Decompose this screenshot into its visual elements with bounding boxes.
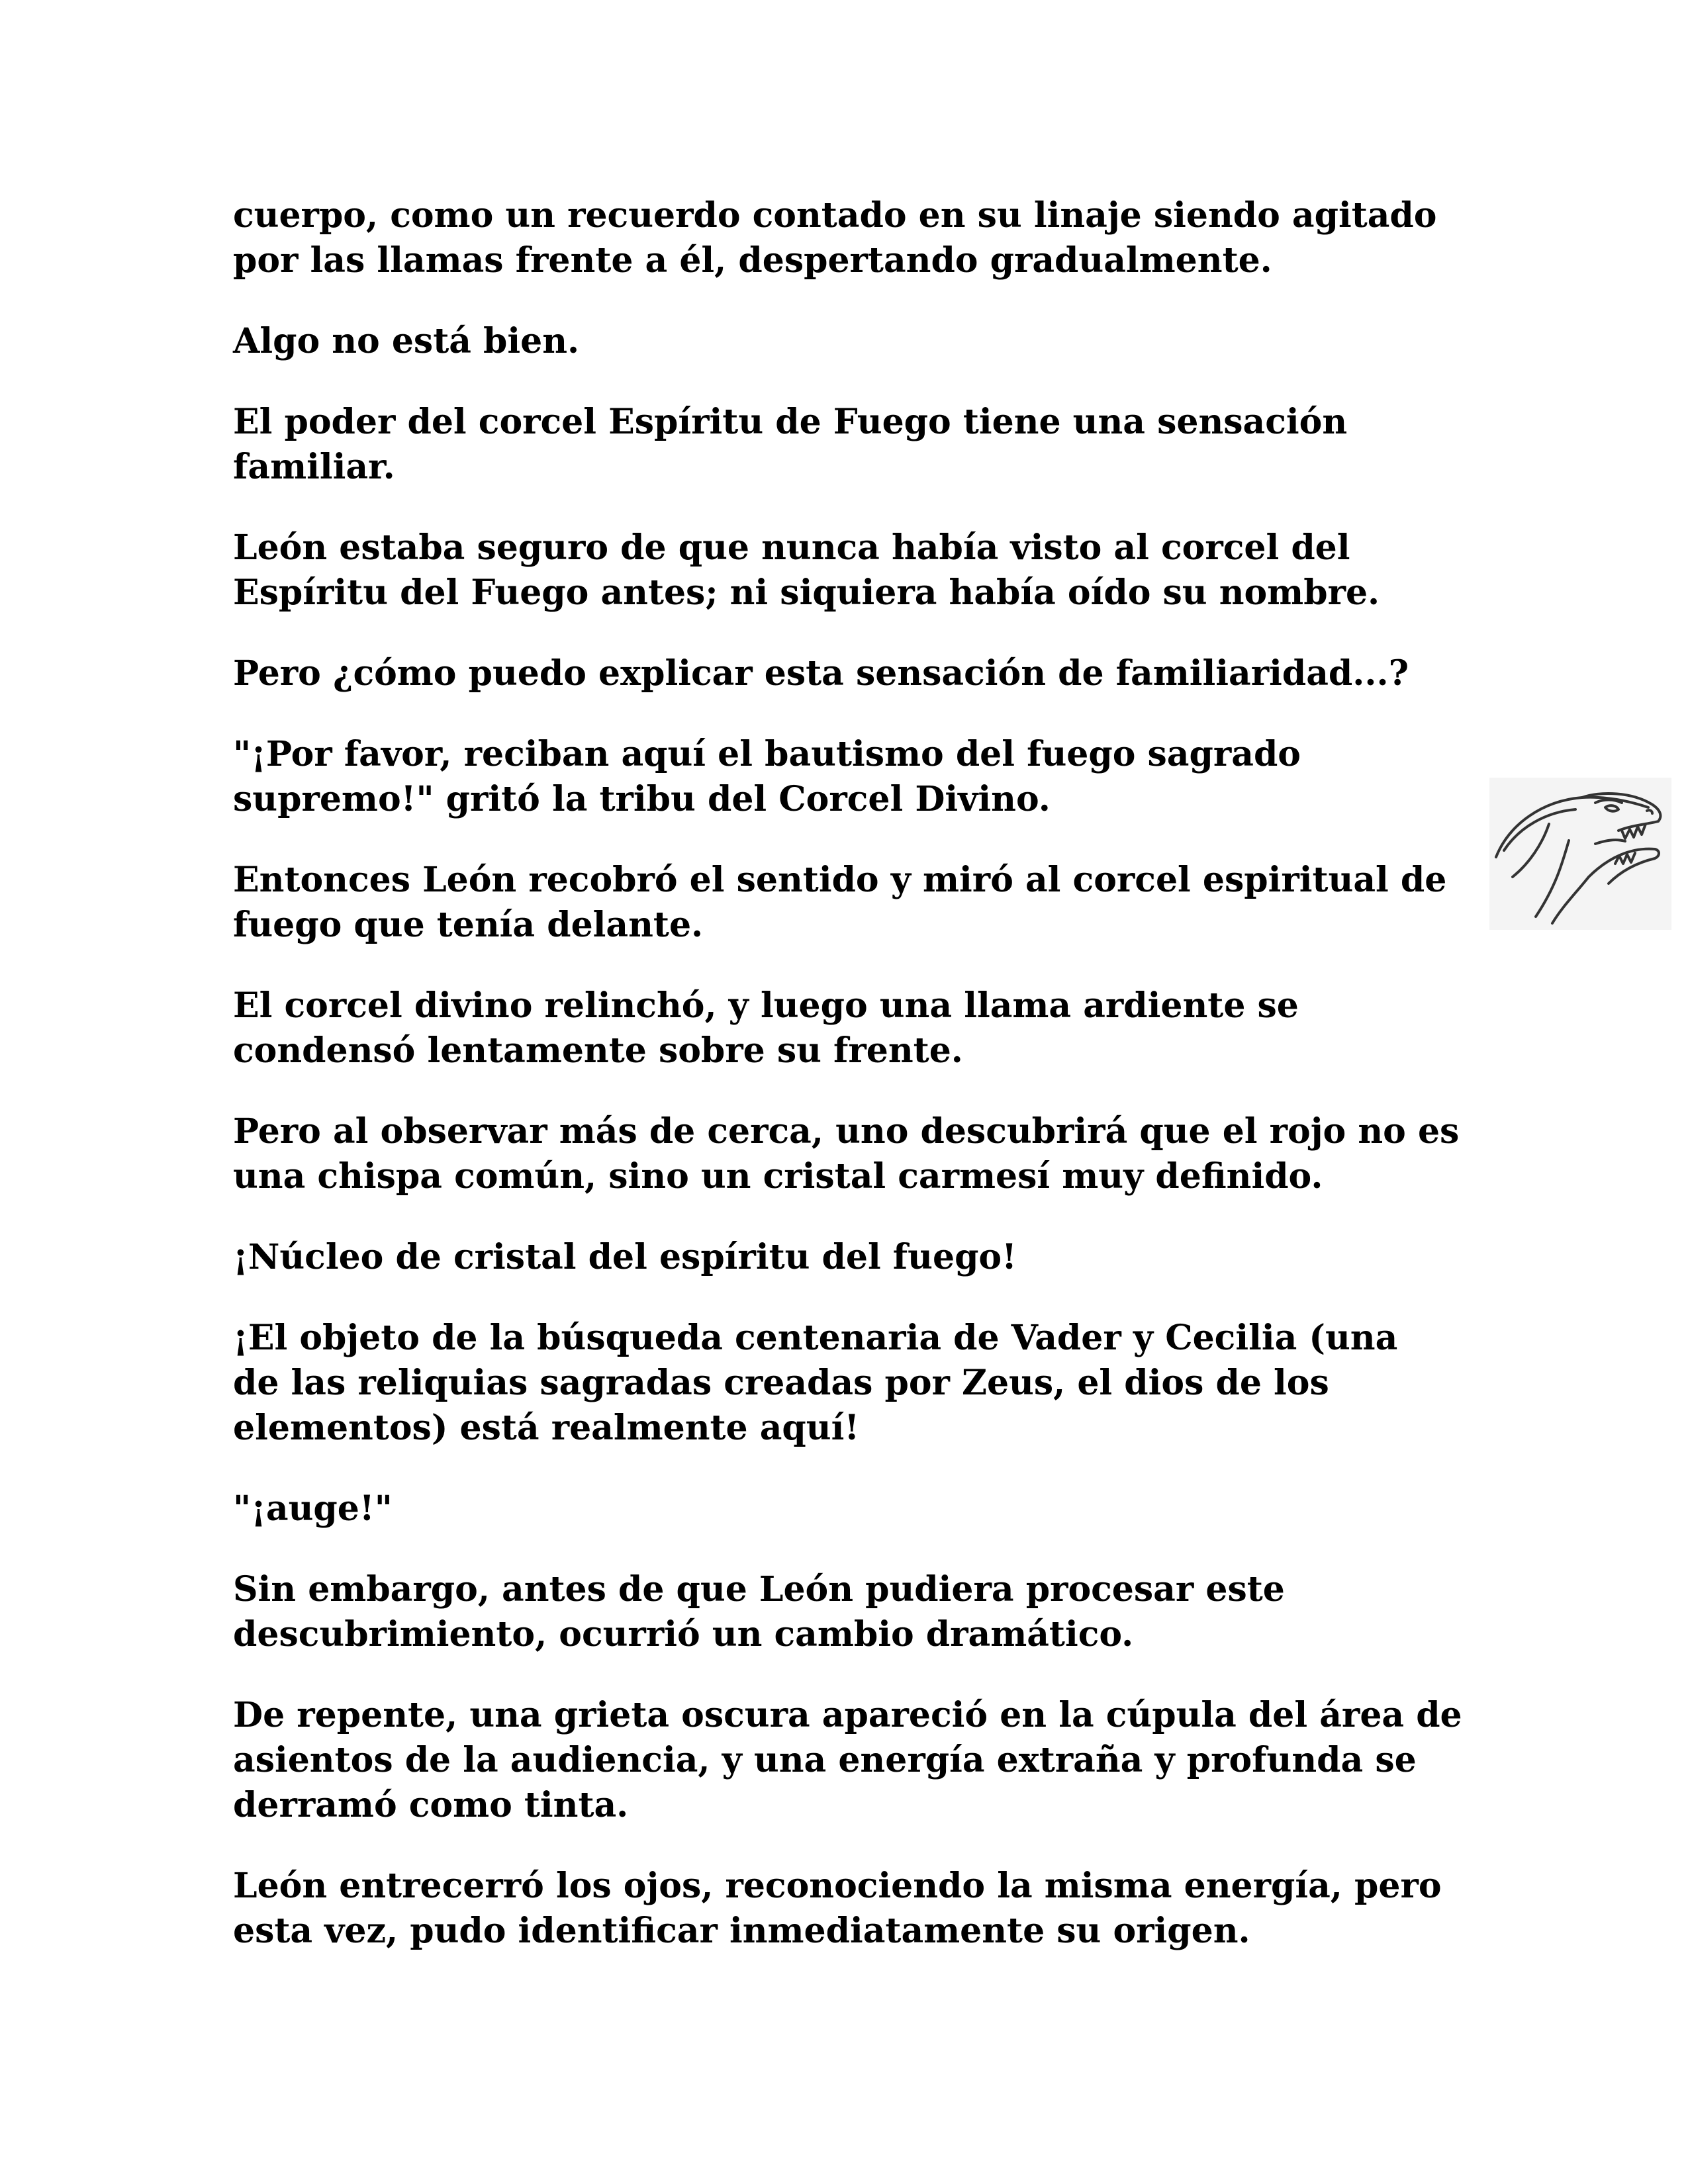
paragraph-12: "¡auge!": [233, 1488, 393, 1529]
paragraph-3: El poder del corcel Espíritu de Fuego tiene una sensación familiar.: [233, 402, 1348, 487]
paragraph-7: Entonces León recobró el sentido y miró al corcel espiritual de fuego que tenía delante.: [233, 860, 1447, 945]
paragraph-2: Algo no está bien.: [233, 321, 580, 361]
paragraph-5: Pero ¿cómo puedo explicar esta sensación de familiaridad...?: [233, 653, 1409, 694]
paragraph-13: Sin embargo, antes de que León pudiera procesar este descubrimiento, ocurrió un cambio dramático.: [233, 1569, 1285, 1655]
document-body: [233, 193, 1477, 1989]
paragraph-15: León entrecerró los ojos, reconociendo la misma energía, pero esta vez, pudo identificar inmediatamente su origen.: [233, 1866, 1442, 1951]
paragraph-9: Pero al observar más de cerca, uno descubrirá que el rojo no es una chispa común, sino un cristal carmesí muy definido.: [233, 1111, 1460, 1197]
paragraph-14: De repente, una grieta oscura apareció en la cúpula del área de asientos de la audiencia, y una energía extraña y profunda se derramó como tinta.: [233, 1695, 1462, 1825]
paragraph-10: ¡Núcleo de cristal del espíritu del fuego!: [233, 1237, 1017, 1277]
paragraph-11: ¡El objeto de la búsqueda centenaria de Vader y Cecilia (una de las reliquias sagradas creadas por Zeus, el dios de los elementos) está realmente aquí!: [233, 1318, 1398, 1448]
paragraph-8: El corcel divino relinchó, y luego una llama ardiente se condensó lentamente sobre su frente.: [233, 985, 1299, 1071]
paragraph-6: "¡Por favor, reciban aquí el bautismo del fuego sagrado supremo!" gritó la tribu del Corcel Divino.: [233, 734, 1301, 819]
paragraph-1: cuerpo, como un recuerdo contado en su linaje siendo agitado por las llamas frente a él, despertando gradualmente.: [233, 195, 1437, 281]
paragraph-4: León estaba seguro de que nunca había visto al corcel del Espíritu del Fuego antes; ni siquiera había oído su nombre.: [233, 527, 1380, 613]
dinosaur-head-sketch-icon: [1489, 778, 1671, 930]
